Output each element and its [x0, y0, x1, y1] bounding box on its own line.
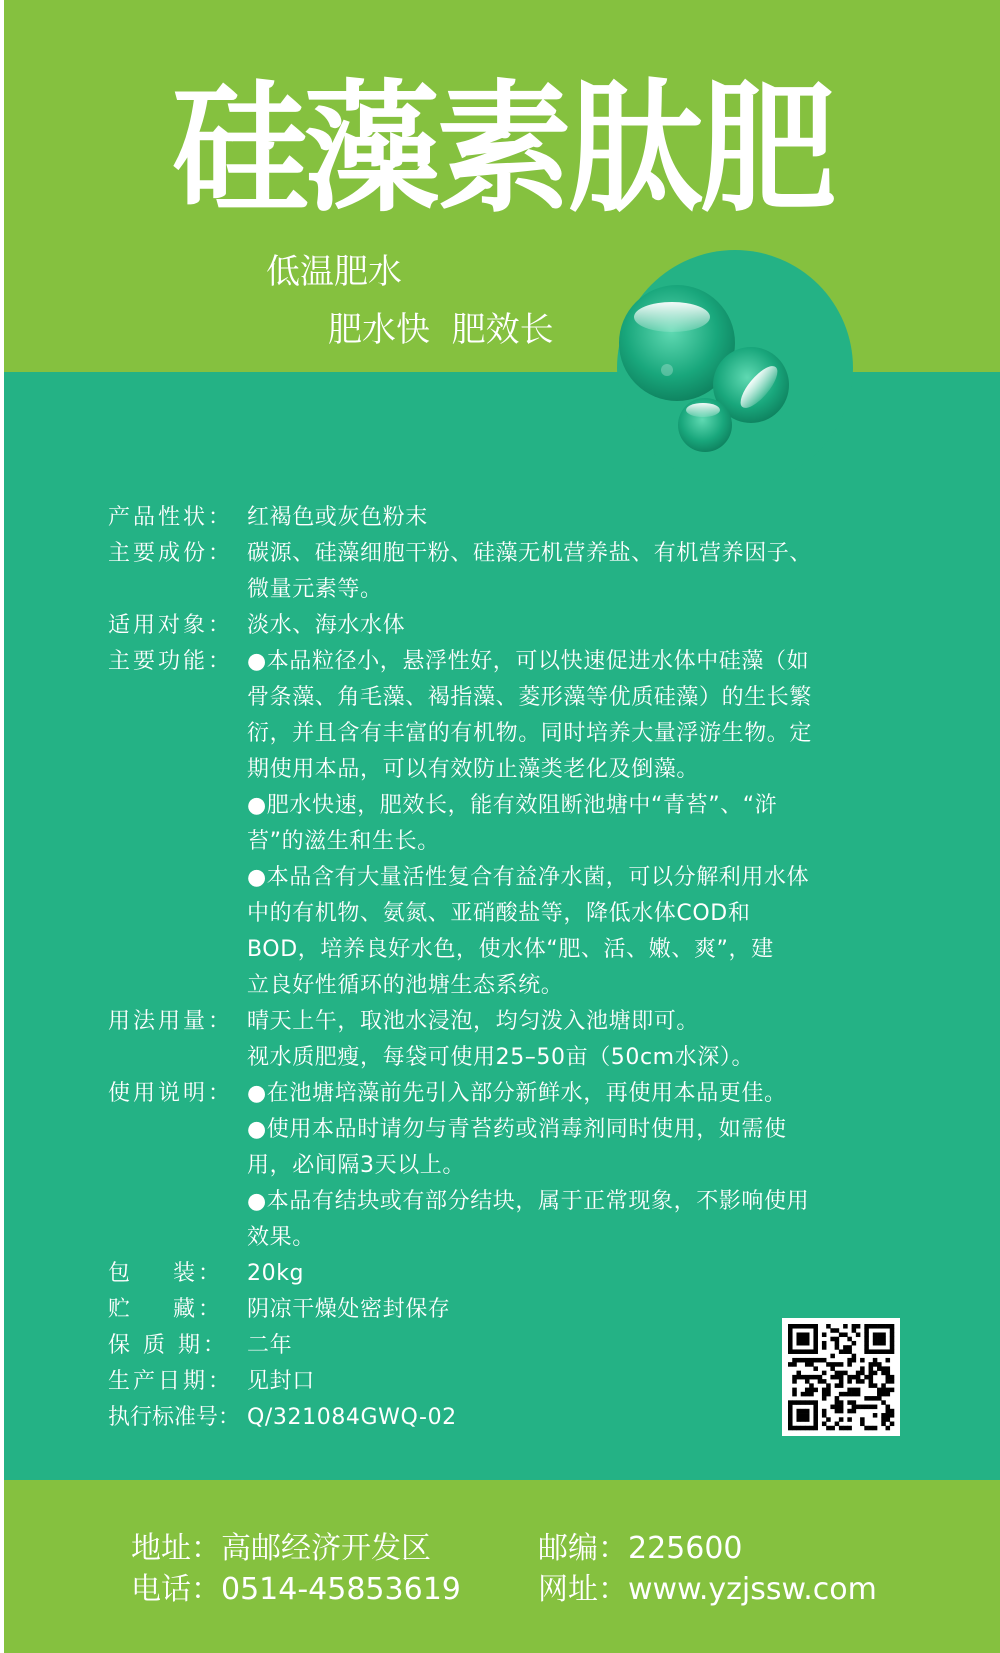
spec-row — [108, 608, 908, 644]
spec-label: 主要成份： — [108, 541, 234, 566]
spec-label: 产品性状： — [108, 505, 234, 530]
spec-label: 适用对象： — [108, 613, 234, 638]
tagline-1: 低温肥水 — [266, 252, 402, 292]
spec-value-line: 20kg — [247, 1261, 305, 1286]
qr-code — [782, 1318, 900, 1436]
footer-address: 地址：高邮经济开发区 — [131, 1531, 431, 1566]
spec-value-line: ●本品有结块或有部分结块，属于正常现象，不影响使用 — [247, 1189, 810, 1214]
spec-value-line: 期使用本品，可以有效防止藻类老化及倒藻。 — [247, 757, 700, 782]
spec-label: 保 质 期： — [108, 1333, 228, 1358]
spec-value-line: 微量元素等。 — [247, 577, 383, 602]
spec-value-line: ●本品粒径小，悬浮性好，可以快速促进水体中硅藻（如 — [247, 649, 810, 674]
spec-value-line: 视水质肥瘦，每袋可使用25–50亩（50cm水深）。 — [247, 1045, 755, 1070]
spec-value-line: 苔”的滋生和生长。 — [247, 829, 440, 854]
spec-value-line: ●在池塘培藻前先引入部分新鲜水，再使用本品更佳。 — [247, 1081, 787, 1106]
tagline-2: 肥水快 肥效长 — [328, 310, 554, 350]
spec-value-line: ●本品含有大量活性复合有益净水菌，可以分解利用水体 — [247, 865, 810, 890]
spec-value — [247, 1256, 904, 1292]
spec-row — [108, 500, 908, 536]
spec-row — [108, 644, 908, 1004]
spec-value-line: 用，必间隔3天以上。 — [247, 1153, 465, 1178]
spec-value-line: BOD，培养良好水色，使水体“肥、活、嫩、爽”，建 — [247, 937, 774, 962]
spec-label: 生产日期： — [108, 1369, 234, 1394]
spec-value-line: 红褐色或灰色粉末 — [247, 505, 428, 530]
spec-value-line: ●肥水快速，肥效长，能有效阻断池塘中“青苔”、“浒 — [247, 793, 778, 818]
product-title: 硅藻素肽肥 — [172, 67, 832, 233]
spec-list — [108, 500, 908, 1436]
spec-value — [247, 500, 904, 536]
spec-value-line: 阴凉干燥处密封保存 — [247, 1297, 451, 1322]
footer-postcode: 邮编：225600 — [538, 1531, 743, 1566]
spec-value-line: 见封口 — [247, 1369, 315, 1394]
spec-value-line: 效果。 — [247, 1225, 315, 1250]
label-frame — [4, 0, 1000, 1653]
spec-value — [247, 536, 904, 608]
spec-value — [247, 644, 904, 1004]
spec-value-line: 中的有机物、氨氮、亚硝酸盐等，降低水体COD和 — [247, 901, 751, 926]
spec-label: 包 装： — [108, 1261, 223, 1286]
footer-phone: 电话：0514-45853619 — [131, 1572, 461, 1607]
spec-value — [247, 1076, 904, 1256]
spec-value-line: 晴天上午，取池水浸泡，均匀泼入池塘即可。 — [247, 1009, 700, 1034]
spec-value — [247, 608, 904, 644]
spec-label: 贮 藏： — [108, 1297, 223, 1322]
spec-label: 执行标准号： — [108, 1405, 241, 1430]
spec-value-line: 二年 — [247, 1333, 293, 1358]
spec-value-line: 衍，并且含有丰富的有机物。同时培养大量浮游生物。定 — [247, 721, 813, 746]
water-bubbles-graphic — [617, 285, 837, 485]
spec-value — [247, 1004, 904, 1076]
spec-label: 主要功能： — [108, 649, 234, 674]
spec-value-line: Q/321084GWQ-02 — [247, 1405, 457, 1430]
spec-value-line: ●使用本品时请勿与青苔药或消毒剂同时使用，如需使 — [247, 1117, 787, 1142]
spec-row — [108, 536, 908, 608]
spec-value-line: 淡水、海水水体 — [247, 613, 406, 638]
spec-value-line: 碳源、硅藻细胞干粉、硅藻无机营养盐、有机营养因子、 — [247, 541, 813, 566]
footer-website[interactable]: 网址：www.yzjssw.com — [538, 1572, 877, 1607]
spec-value-line: 立良好性循环的池塘生态系统。 — [247, 973, 564, 998]
spec-row — [108, 1256, 908, 1292]
spec-value-line: 骨条藻、角毛藻、褐指藻、菱形藻等优质硅藻）的生长繁 — [247, 685, 813, 710]
spec-label: 使用说明： — [108, 1081, 234, 1106]
spec-row — [108, 1076, 908, 1256]
spec-label: 用法用量： — [108, 1009, 234, 1034]
spec-row — [108, 1004, 908, 1076]
